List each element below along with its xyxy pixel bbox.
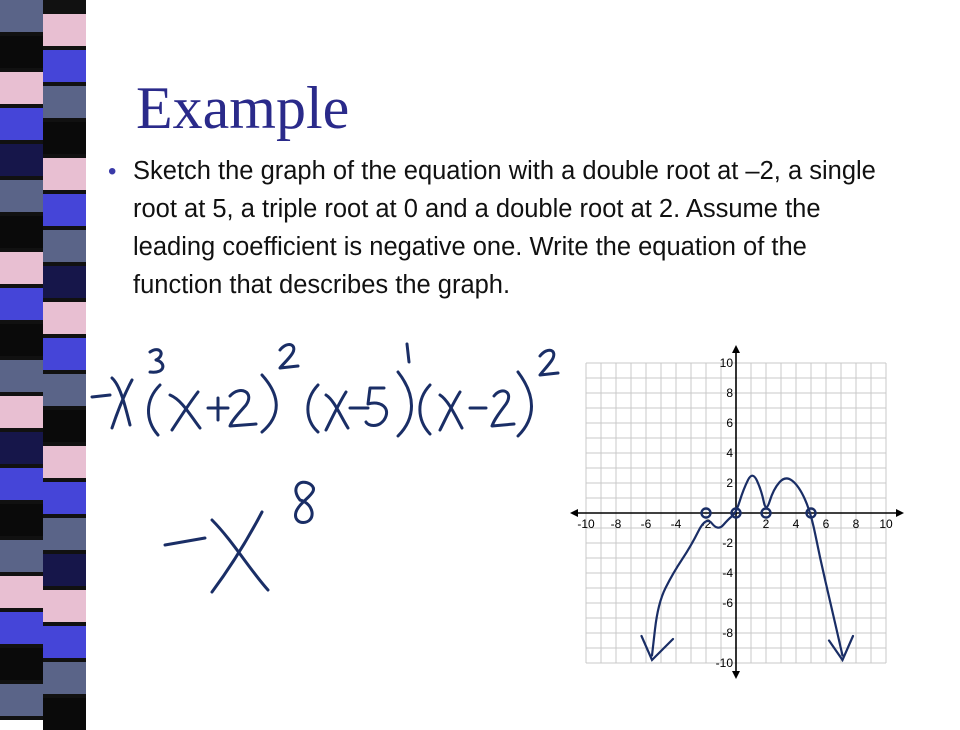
sketched-curve	[652, 476, 843, 656]
y-tick-label: -4	[722, 566, 733, 580]
y-tick-label: 8	[726, 386, 733, 400]
ink-digit-2	[230, 391, 256, 426]
x-tick-label: -4	[670, 517, 682, 531]
y-tick-label: 6	[726, 416, 733, 430]
x-tick-label: 10	[879, 517, 893, 531]
ink-exponent-2-b	[540, 350, 558, 375]
x-tick-label: -8	[610, 517, 622, 531]
coordinate-graph	[560, 340, 920, 680]
slide-title: Example	[136, 75, 350, 141]
ink-neg-sign	[165, 538, 205, 545]
x-tick-label: 8	[852, 517, 860, 531]
x-tick-label: 4	[792, 517, 800, 531]
ink-paren-close-3	[518, 372, 532, 436]
bullet-marker: •	[108, 158, 117, 185]
ink-paren-close	[262, 375, 276, 432]
ink-exponent-3	[150, 350, 163, 373]
x-tick-label: -2	[700, 517, 712, 531]
ink-digit-2-b	[492, 391, 514, 426]
ink-paren-open-3	[420, 385, 430, 434]
ink-paren-open	[148, 385, 160, 435]
y-tick-label: -8	[722, 626, 733, 640]
x-axis-arrow-left	[570, 509, 578, 517]
y-tick-label: 4	[726, 446, 733, 460]
x-axis-arrow-right	[896, 509, 904, 517]
y-tick-label: -2	[722, 536, 733, 550]
ink-exponent-2	[280, 344, 298, 368]
ink-paren-close-2	[398, 372, 412, 436]
y-axis-arrow-down	[732, 671, 740, 679]
x-tick-label: -10	[577, 517, 595, 531]
y-axis-arrow-up	[732, 345, 740, 353]
ink-digit-5	[366, 388, 387, 426]
x-tick-label: 6	[822, 517, 830, 531]
y-tick-label: 2	[726, 476, 733, 490]
y-tick-label: 10	[719, 356, 733, 370]
x-tick-label: -6	[640, 517, 652, 531]
ink-exponent-1	[407, 344, 409, 362]
bullet-text: Sketch the graph of the equation with a double root at –2, a single root at 5, a triple root at 0 and a double root at 2. Assume the leading coefficient is negative one. Write the equation of the function that describes the graph.	[133, 157, 876, 299]
y-tick-label: -6	[722, 596, 733, 610]
ink-exponent-8	[296, 482, 314, 522]
x-tick-label: 2	[762, 517, 770, 531]
y-tick-label: -10	[715, 656, 733, 670]
ink-minus	[92, 395, 110, 397]
ink-paren-open-2	[308, 385, 318, 432]
ink-plus	[208, 398, 228, 420]
